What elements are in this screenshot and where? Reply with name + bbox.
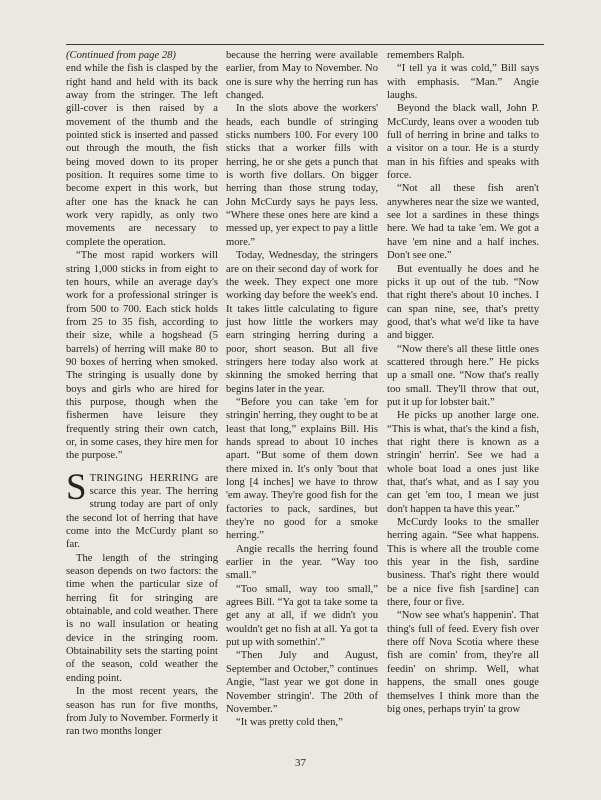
drop-cap-letter: S (66, 466, 87, 508)
top-rule (66, 44, 544, 45)
paragraph: In the slots above the workers' heads, each bundle of stringing sticks numbers 100. For every 100 sticks that a worker fills with herring, he or she gets a punch that is worth five dollars. On bigger herring than those strung today, John McCurdy says he pays less. “Where these ones here are kind a messed up, yer expect to pay a little more.” (226, 103, 378, 248)
column-3 (387, 49, 539, 716)
dropcap-paragraph (66, 466, 218, 552)
page-number: 37 (295, 757, 306, 769)
paragraph: because the herring were available earlier, from May to November. No one is sure why the herring run has changed. (226, 50, 378, 102)
paragraph: “Not all these fish aren't anywheres near the size we wanted, see lot a sardines in these things here. We had ta take 'em. We got a have 'em nine and a half inches. Don't see one.” (387, 183, 539, 262)
paragraph: The length of the stringing season depends on two factors: the time when the particular size of herring fit for stringing are obtainable, and cold weather. There is no wall insulation or heating device in the stringing room. Obtainability sets the starting point of the season, cold weather the ending point. (66, 552, 218, 684)
paragraph: “Now see what's happenin'. That thing's full of feed. Every fish over there off Nova Scotia where these fish are comin' from, they're all feedin' on shrimp. Well, what happens, the small ones gouge themselves I think more than the big ones, perhaps tryin' ta grow (387, 610, 539, 715)
continued-note: (Continued from page 28) (66, 50, 176, 61)
paragraph: In the most recent years, the season has run for five months, from July to November. Formerly it ran two months longer (66, 686, 218, 738)
paragraph: “Then July and August, September and October,” continues Angie, “last year we got done in November stringin'. The 20th of November.” (226, 650, 378, 715)
paragraph: He picks up another large one. “This is what, that's the kind a fish, that right there is known as a stringin' herrin'. See we had a whole boat load a ones just like that, that's what, and as I say you can get 'em too, I mean we just don't happen ta have this year.” (387, 410, 539, 515)
paragraph: “I tell ya it was cold,” Bill says with emphasis. “Man.” Angie laughs. (387, 63, 539, 102)
paragraph: “Too small, way too small,” agrees Bill. “Ya got ta take some ta get any at all, if we didn't you wouldn't get no fish at all. Ya got ta put up with somethin'.” (226, 583, 378, 649)
column-2 (226, 49, 378, 730)
paragraph: Beyond the black wall, John P. McCurdy, leans over a wooden tub full of herring in brine and talks to a visitor on a tour. He is a sturdy man in his fifties and speaks with force. (387, 103, 539, 182)
paragraph: Angie recalls the herring found earlier in the year. “Way too small.” (226, 543, 378, 582)
paragraph: McCurdy looks to the smaller herring again. “See what happens. This is where all the trouble come this year in the fish, sardine business. That's right there would be a nice five fish [sardine] can there, four or five. (387, 517, 539, 609)
paragraph: “Before you can take 'em for stringin' herring, they ought to be at least that long,” explains Bill. His hands spread to about 10 inches apart. “But some of them down there mixed in. It's only 'bout that long [4 inches] we have to throw 'em away. They're good fish for the factories to pack, sardines, but they're no good for a smoke herring.” (226, 396, 378, 542)
paragraph: “Now there's all these little ones scattered through here.” He picks up a small one. “Now that's really too small. They'll throw that out, put it up for lobster bait.” (387, 343, 539, 408)
paragraph: “It was pretty cold then,” (236, 717, 343, 729)
column-1 (66, 49, 218, 739)
paragraph: remembers Ralph. (387, 50, 465, 61)
lead-in-caps: TRINGING HERRING (89, 472, 199, 484)
paragraph: Today, Wednesday, the stringers are on their second day of work for the week. They expect one more working day before the week's end. It takes little calculating to figure just how little the workers may earn stringing herring during a poor, short season. But all five stringers here today also work at skinning the smoked herring that begins later in the year. (226, 250, 378, 395)
paragraph: “The most rapid workers will string 1,000 sticks in from eight to ten hours, while an average day's work for a professional stringer is from 500 to 700. Each stick holds from 25 to 35 fish, according to their size, while a hogshead (5 barrels) of herring will make 80 to 90 boxes of herring when smoked. The stringing is usually done by boys and girls who are hired for this purpose, though when the fishermen have leisure they frequently string their own catch, or, in some cases, they hire men for the purpose.” (66, 250, 218, 462)
paragraph: But eventually he does and he picks it up out of the tub. “Now that right there's about 10 inches. I can span nine, see, that's pretty good, that's what we'd like ta have and bigger. (387, 263, 539, 342)
dropcap-text: are scarce this year. The herring strung today are part of only the second lot of herring that have come into the McCurdy plant so far. (66, 472, 218, 551)
paragraph: end while the fish is clasped by the right hand and held with its back away from the stringer. The left gill-cover is then raised by a movement of the thumb and the pointed stick is inserted and passed out through the mouth, the fish being moved down to its proper position. It requires some time to become expert in this work, but after one has the knack he can work very rapidly, as only two movements are necessary to complete the operation. (66, 63, 218, 248)
